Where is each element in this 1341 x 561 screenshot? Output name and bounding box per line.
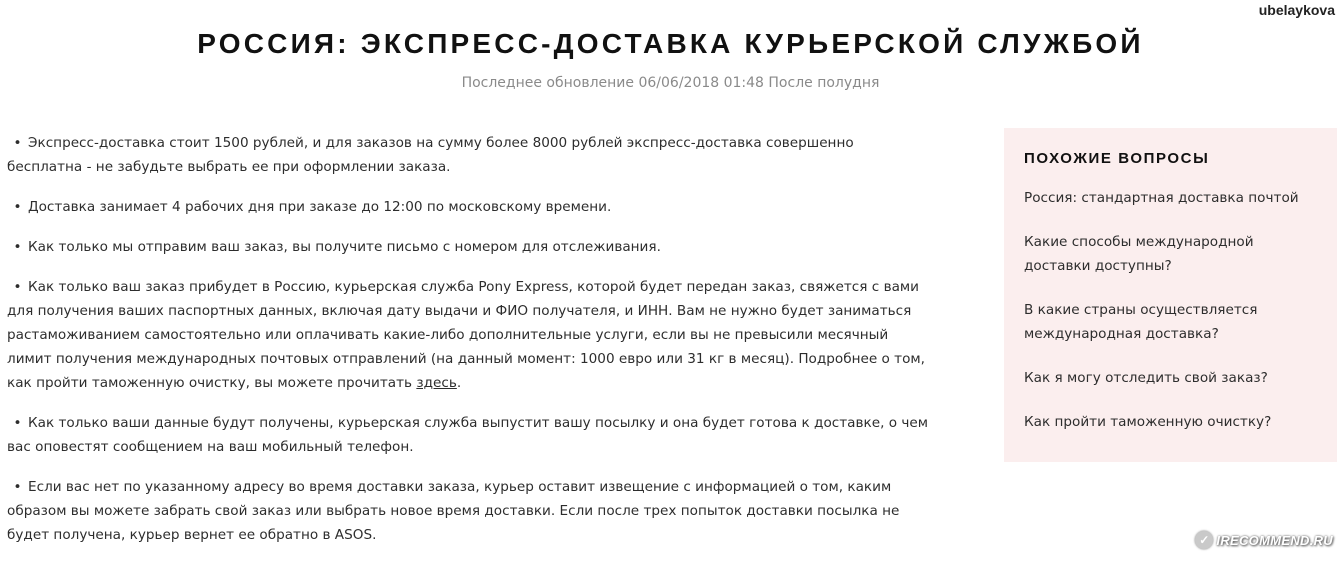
paragraph-text: Как только ваш заказ прибудет в Россию, курьерская служба Pony Express, которой будет передан заказ, свяжется с вами для получения ваших паспортных данных, включая дату выдачи и ФИО получателя, и ИНН. Вам не нужно будет заниматься растаможиванием самостоятельно или оплачивать какие-либо дополнительные услуги, если вы не превысили месячный лимит получения международных почтовых отправлений (на данный момент: 1000 евро или 31 кг в месяц). Подробнее о том, как пройти таможенную очистку, вы можете прочитать	[7, 279, 925, 391]
related-question-link[interactable]: Как пройти таможенную очистку?	[1024, 414, 1272, 430]
related-question-link[interactable]: Россия: стандартная доставка почтой	[1024, 190, 1299, 206]
bullet-icon: •	[13, 279, 22, 295]
bullet-icon: •	[13, 239, 22, 255]
related-questions-panel	[1004, 128, 1337, 462]
paragraph-text: Как только ваши данные будут получены, курьерская служба выпустит вашу посылку и она будет готова к доставке, о чем вас оповестят сообщением на ваш мобильный телефон.	[7, 415, 929, 455]
bullet-icon: •	[13, 135, 22, 151]
paragraph-text: Экспресс-доставка стоит 1500 рублей, и для заказов на сумму более 8000 рублей экспресс-доставка совершенно бесплатна - не забудьте выбрать ее при оформлении заказа.	[7, 135, 854, 175]
related-questions-list	[1024, 186, 1317, 434]
article-body	[7, 131, 933, 561]
related-question-link[interactable]: Как я могу отследить свой заказ?	[1024, 370, 1268, 386]
irecommend-watermark	[1195, 531, 1333, 549]
article-paragraph	[7, 411, 933, 459]
article-paragraph	[7, 131, 933, 179]
related-questions-heading: ПОХОЖИЕ ВОПРОСЫ	[1024, 150, 1210, 167]
bullet-icon: •	[13, 479, 22, 495]
article-paragraph	[7, 275, 933, 395]
customs-info-link[interactable]: здесь	[416, 375, 457, 391]
paragraph-text-end: .	[456, 375, 462, 391]
paragraph-text: Доставка занимает 4 рабочих дня при заказе до 12:00 по московскому времени.	[28, 199, 612, 215]
paragraph-text: Если вас нет по указанному адресу во время доставки заказа, курьер оставит извещение с информацией о том, каким образом вы можете забрать свой заказ или выбрать новое время доставки. Если после трех попыток доставки посылка не будет получена, курьер вернет ее обратно в ASOS.	[7, 479, 900, 543]
article-paragraph	[7, 235, 933, 259]
recommend-logo-icon: ✓	[1195, 531, 1213, 549]
bullet-icon: •	[13, 415, 22, 431]
paragraph-text: Как только мы отправим ваш заказ, вы получите письмо с номером для отслеживания.	[28, 239, 661, 255]
page-title: РОССИЯ: ЭКСПРЕСС-ДОСТАВКА КУРЬЕРСКОЙ СЛУЖБОЙ	[197, 28, 1144, 59]
last-updated-text: Последнее обновление 06/06/2018 01:48 После полудня	[461, 75, 880, 91]
article-paragraph	[7, 475, 933, 547]
related-question-link[interactable]: В какие страны осуществляется международная доставка?	[1024, 302, 1258, 342]
article-paragraph	[7, 195, 933, 219]
related-question-link[interactable]: Какие способы международной доставки доступны?	[1024, 234, 1254, 274]
bullet-icon: •	[13, 199, 22, 215]
watermark-text: IRECOMMEND.RU	[1216, 532, 1333, 548]
username-label: ubelaykova	[1258, 2, 1335, 18]
